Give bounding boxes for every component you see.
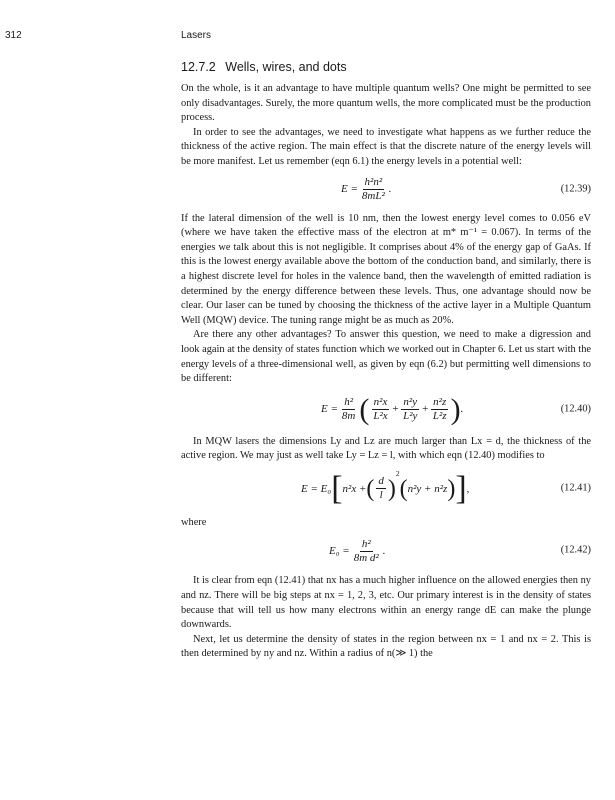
eq-numerator: n²x [373, 396, 388, 409]
eq-lhs: E₀ = [329, 545, 350, 558]
section-title: Wells, wires, and dots [225, 60, 347, 74]
eq-numerator: d [378, 475, 384, 488]
running-head: Lasers [181, 30, 212, 41]
paragraph: In MQW lasers the dimensions Ly and Lz are much larger than Lx = d, the thickness of the active region. We may just as well take Ly = Lz = l, with which eqn (12.40) modifies to [181, 435, 591, 462]
eq-denominator: l [379, 489, 383, 502]
eq-paren-open: ( [399, 475, 408, 502]
eq-paren-open: ( [359, 392, 370, 426]
eq-bracket-close: ] [455, 469, 467, 507]
section-number: 12.7.2 [181, 60, 216, 74]
eq-term: n²y + n²z [407, 482, 448, 495]
eq-denominator: 8m [341, 410, 356, 423]
eq-numerator: n²y [403, 396, 418, 409]
paragraph: If the lateral dimension of the well is 10 nm, then the lowest energy level comes to 0.056 eV (where we have taken the effective mass of the electron at m* m⁻¹ = 0.067). In terms of the energies we talk about this is not negligible. It comprises about 4% of the energy gap of GaAs. If this is the lowest energy available above the bottom of the conduction band, and similarly, there is a highest discrete level for holes in the valence band, then the wavelength of emitted radiation is determined by the energy difference between these levels. Thus, one advantage should now be clear. Our laser can be tuned by choosing the thickness of the active layer in a Multiple Quantum Well (MQW) device. The tuning range might be as much as 20%. [181, 212, 591, 326]
eq-lhs: E = [341, 183, 358, 196]
equation-number: (12.41) [560, 482, 591, 494]
eq-paren-open: ( [366, 475, 375, 502]
eq-term: n²x + [342, 482, 367, 495]
eq-fraction [376, 475, 386, 502]
equation-12-40 [181, 389, 591, 431]
paragraph: In order to see the advantages, we need to investigate what happens as we further reduce the thickness of the active region. The main effect is that the discrete nature of the energy levels will be more manifest. Let us remember (eqn 6.1) the energy levels in a potential well: [181, 126, 591, 167]
eq-denominator: 8m d² [353, 551, 379, 564]
eq-paren-close: ) [447, 475, 456, 502]
equation-number: (12.42) [560, 545, 591, 557]
eq-numerator: h²n² [364, 176, 383, 189]
eq-lhs: E = [321, 403, 338, 416]
eq-denominator: 8mL² [361, 190, 385, 203]
paragraph: On the whole, is it an advantage to have multiple quantum wells? One might be permitted to see only disadvantages. Surely, the more quantum wells, the more complicated must be the production process. [181, 83, 591, 124]
equation-12-39 [181, 172, 591, 208]
eq-fraction [431, 396, 449, 423]
page-number: 312 [5, 30, 22, 41]
eq-paren-close: ) [387, 475, 396, 502]
eq-paren-close: ) [450, 392, 461, 426]
eq-fraction [360, 176, 387, 203]
eq-numerator: n²z [433, 396, 447, 409]
eq-punct: , [466, 482, 470, 495]
eq-fraction [401, 396, 419, 423]
paragraph: Are there any other advantages? To answer this question, we need to make a digression and look again at the density of states function which we worked out in Chapter 6. Let us start with the energy levels of a three-dimensional well, as given by eqn (6.2) but permitting well dimensions to be different: [181, 329, 591, 385]
eq-lhs: E = E₀ [301, 482, 332, 495]
section-heading [181, 60, 347, 74]
eq-plus: + [421, 403, 429, 416]
eq-punct: . [388, 183, 392, 196]
paragraph: Next, let us determine the density of states in the region between nx = 1 and nx = 2. This is then determined by ny and nz. Within a radius of n(≫ 1) the [181, 633, 591, 660]
eq-numerator: h² [344, 396, 354, 409]
equation-number: (12.40) [560, 403, 591, 415]
body-text [181, 82, 591, 662]
eq-bracket-open: [ [331, 469, 343, 507]
eq-fraction [340, 396, 357, 423]
eq-denominator: L²z [432, 410, 447, 423]
equation-12-41: E = E₀ [ n²x + ( $\frac{d}{l}$ ) 2 ( n²y + n²z ) ] , (12.41) [301, 468, 591, 507]
eq-denominator: L²y [403, 410, 418, 423]
paragraph: where [181, 516, 207, 528]
eq-plus: + [391, 403, 400, 416]
eq-punct: . [460, 403, 464, 416]
eq-denominator: L²x [373, 410, 388, 423]
eq-numerator: h² [361, 537, 371, 550]
equation-number: (12.39) [560, 183, 591, 195]
paragraph: It is clear from eqn (12.41) that nx has a much higher influence on the allowed energies then ny and nz. There will be big steps at nx = 1, 2, 3, etc. Our primary interest is in the density of states because that will tell us how many electrons within an energy range dE can make the plunge downwards. [181, 575, 591, 631]
eq-fraction [371, 396, 389, 423]
equation-12-42 [181, 532, 591, 570]
eq-fraction [352, 538, 381, 565]
eq-punct: . [382, 545, 386, 558]
